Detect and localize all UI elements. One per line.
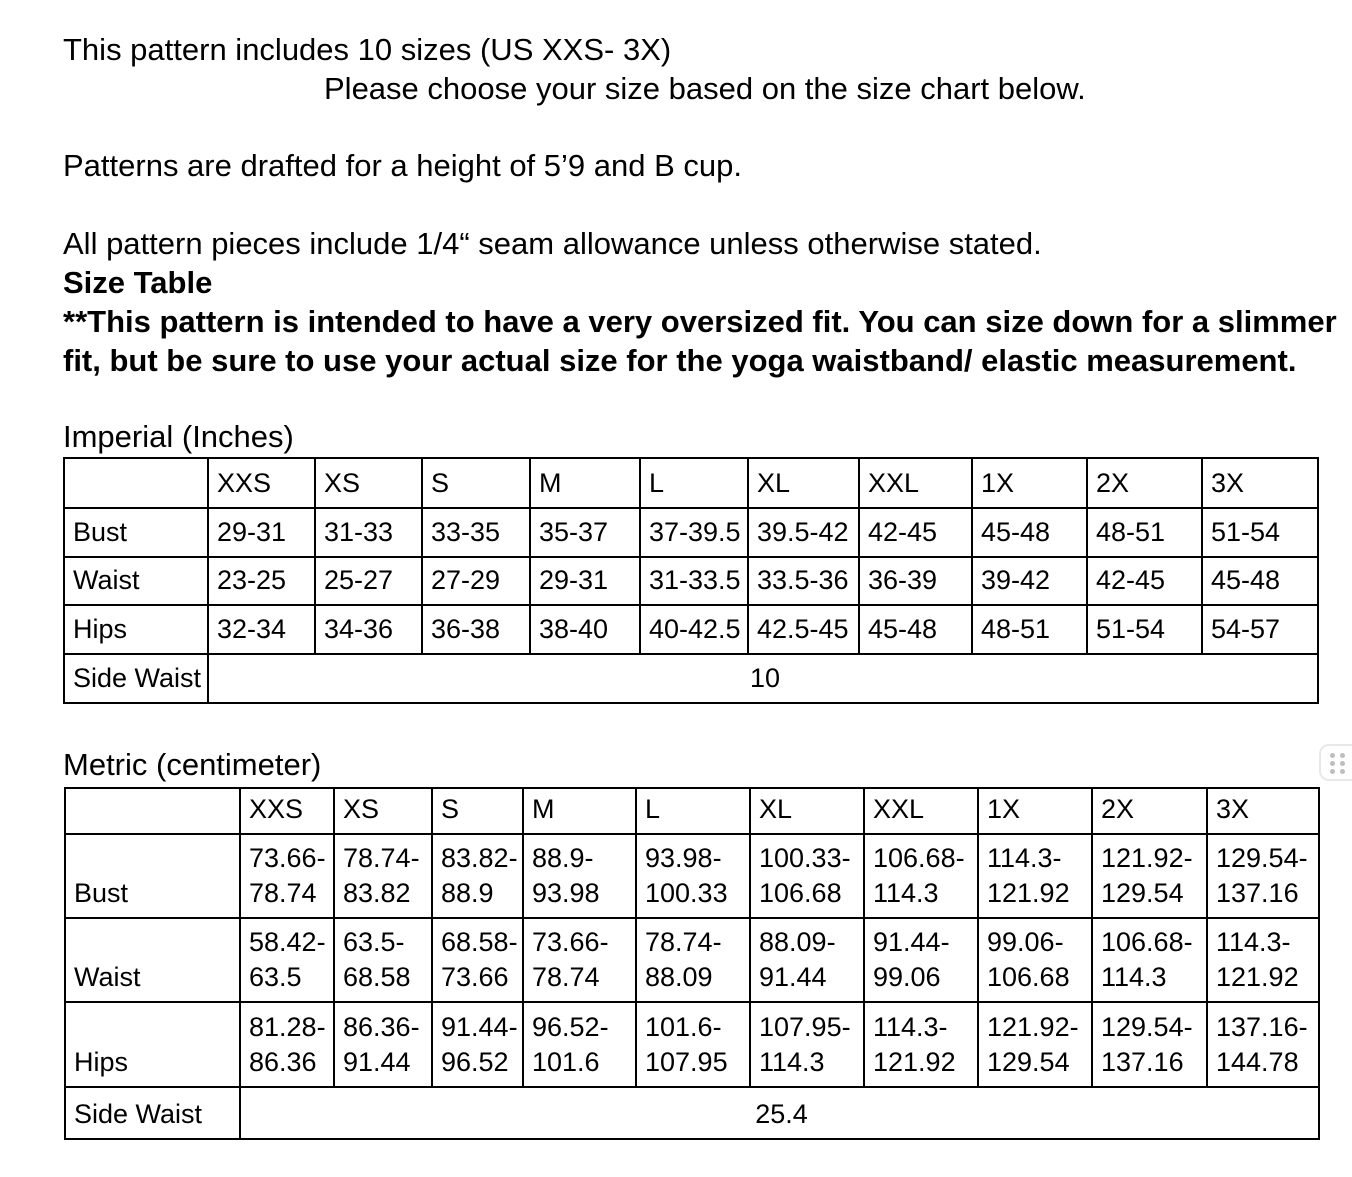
- table-cell: 88.09-91.44: [750, 918, 864, 1002]
- table-cell: 54-57: [1202, 605, 1318, 654]
- table-cell: 137.16-144.78: [1207, 1002, 1319, 1087]
- row-label: Side Waist: [65, 1087, 240, 1139]
- metric-header-row: [65, 788, 1319, 834]
- table-cell: 23-25: [208, 557, 315, 605]
- table-cell: 25-27: [315, 557, 422, 605]
- table-cell: 93.98-100.33: [636, 834, 750, 918]
- table-cell: 86.36-91.44: [334, 1002, 432, 1087]
- table-cell: 48-51: [972, 605, 1087, 654]
- metric-col-header: L: [636, 788, 750, 834]
- row-label: Hips: [65, 1002, 240, 1087]
- imperial-col-header: L: [640, 458, 748, 508]
- table-cell: 114.3-121.92: [1207, 918, 1319, 1002]
- table-cell: 68.58-73.66: [432, 918, 523, 1002]
- table-cell: 33-35: [422, 508, 530, 557]
- metric-hips-row: [65, 1002, 1319, 1087]
- table-cell: 29-31: [530, 557, 640, 605]
- imperial-corner-cell: [64, 458, 208, 508]
- table-cell: 39-42: [972, 557, 1087, 605]
- imperial-col-header: XXL: [859, 458, 972, 508]
- table-cell: 78.74-88.09: [636, 918, 750, 1002]
- side-waist-merged-cell: 10: [208, 654, 1318, 703]
- table-cell: 100.33-106.68: [750, 834, 864, 918]
- size-table-label: Size Table: [63, 265, 213, 300]
- table-cell: 48-51: [1087, 508, 1202, 557]
- imperial-header-row: [64, 458, 1318, 508]
- metric-col-header: XXS: [240, 788, 334, 834]
- row-label: Bust: [65, 834, 240, 918]
- table-drag-handle-button[interactable]: [1319, 744, 1352, 781]
- table-cell: 37-39.5: [640, 508, 748, 557]
- table-cell: 42-45: [859, 508, 972, 557]
- table-cell: 121.92-129.54: [1092, 834, 1207, 918]
- metric-col-header: 2X: [1092, 788, 1207, 834]
- table-cell: 42-45: [1087, 557, 1202, 605]
- table-cell: 101.6-107.95: [636, 1002, 750, 1087]
- imperial-waist-row: [64, 557, 1318, 605]
- grid-dots-icon: [1330, 753, 1345, 774]
- table-cell: 32-34: [208, 605, 315, 654]
- table-cell: 78.74-83.82: [334, 834, 432, 918]
- table-cell: 45-48: [972, 508, 1087, 557]
- metric-bust-row: [65, 834, 1319, 918]
- metric-col-header: XXL: [864, 788, 978, 834]
- table-cell: 121.92-129.54: [978, 1002, 1092, 1087]
- table-cell: 29-31: [208, 508, 315, 557]
- table-cell: 129.54-137.16: [1207, 834, 1319, 918]
- table-cell: 35-37: [530, 508, 640, 557]
- metric-col-header: S: [432, 788, 523, 834]
- metric-col-header: 1X: [978, 788, 1092, 834]
- metric-col-header: M: [523, 788, 636, 834]
- side-waist-merged-cell: 25.4: [240, 1087, 1319, 1139]
- imperial-col-header: 3X: [1202, 458, 1318, 508]
- metric-col-header: XS: [334, 788, 432, 834]
- metric-col-header: XL: [750, 788, 864, 834]
- table-cell: 45-48: [1202, 557, 1318, 605]
- table-cell: 96.52-101.6: [523, 1002, 636, 1087]
- table-cell: 83.82-88.9: [432, 834, 523, 918]
- imperial-col-header: M: [530, 458, 640, 508]
- table-cell: 114.3-121.92: [978, 834, 1092, 918]
- imperial-col-header: XXS: [208, 458, 315, 508]
- table-cell: 106.68-114.3: [864, 834, 978, 918]
- metric-size-table: [64, 787, 1320, 1140]
- imperial-size-table: [63, 457, 1319, 704]
- seam-allowance-note: All pattern pieces include 1/4“ seam allowance unless otherwise stated.: [63, 226, 1042, 261]
- table-cell: 36-38: [422, 605, 530, 654]
- imperial-col-header: 2X: [1087, 458, 1202, 508]
- height-note: Patterns are drafted for a height of 5’9 and B cup.: [63, 148, 742, 183]
- metric-col-header: 3X: [1207, 788, 1319, 834]
- table-cell: 31-33: [315, 508, 422, 557]
- table-cell: 99.06-106.68: [978, 918, 1092, 1002]
- table-cell: 42.5-45: [748, 605, 859, 654]
- table-cell: 34-36: [315, 605, 422, 654]
- table-cell: 91.44-96.52: [432, 1002, 523, 1087]
- table-cell: 27-29: [422, 557, 530, 605]
- table-cell: 36-39: [859, 557, 972, 605]
- table-cell: 40-42.5: [640, 605, 748, 654]
- row-label: Side Waist: [64, 654, 208, 703]
- oversized-note-line-2: fit, but be sure to use your actual size for the yoga waistband/ elastic measurement.: [63, 343, 1297, 378]
- intro-line-2: Please choose your size based on the size chart below.: [324, 71, 1086, 106]
- table-cell: 88.9-93.98: [523, 834, 636, 918]
- table-cell: 51-54: [1202, 508, 1318, 557]
- imperial-table-title: Imperial (Inches): [63, 419, 294, 454]
- table-cell: 114.3-121.92: [864, 1002, 978, 1087]
- imperial-col-header: S: [422, 458, 530, 508]
- table-cell: 39.5-42: [748, 508, 859, 557]
- imperial-col-header: XL: [748, 458, 859, 508]
- imperial-side-waist-row: [64, 654, 1318, 703]
- table-cell: 45-48: [859, 605, 972, 654]
- table-cell: 63.5-68.58: [334, 918, 432, 1002]
- table-cell: 91.44-99.06: [864, 918, 978, 1002]
- row-label: Waist: [64, 557, 208, 605]
- imperial-bust-row: [64, 508, 1318, 557]
- row-label: Waist: [65, 918, 240, 1002]
- metric-side-waist-row: [65, 1087, 1319, 1139]
- table-cell: 31-33.5: [640, 557, 748, 605]
- table-cell: 33.5-36: [748, 557, 859, 605]
- table-cell: 51-54: [1087, 605, 1202, 654]
- table-cell: 81.28-86.36: [240, 1002, 334, 1087]
- imperial-hips-row: [64, 605, 1318, 654]
- metric-corner-cell: [65, 788, 240, 834]
- row-label: Hips: [64, 605, 208, 654]
- intro-line-1: This pattern includes 10 sizes (US XXS- 3X): [63, 32, 672, 67]
- metric-table-title: Metric (centimeter): [63, 747, 322, 782]
- table-cell: 58.42-63.5: [240, 918, 334, 1002]
- table-cell: 106.68-114.3: [1092, 918, 1207, 1002]
- metric-waist-row: [65, 918, 1319, 1002]
- imperial-col-header: XS: [315, 458, 422, 508]
- table-cell: 129.54-137.16: [1092, 1002, 1207, 1087]
- table-cell: 73.66-78.74: [240, 834, 334, 918]
- table-cell: 73.66-78.74: [523, 918, 636, 1002]
- table-cell: 38-40: [530, 605, 640, 654]
- oversized-note-line-1: **This pattern is intended to have a very oversized fit. You can size down for a slimmer: [63, 304, 1337, 339]
- imperial-col-header: 1X: [972, 458, 1087, 508]
- table-cell: 107.95-114.3: [750, 1002, 864, 1087]
- row-label: Bust: [64, 508, 208, 557]
